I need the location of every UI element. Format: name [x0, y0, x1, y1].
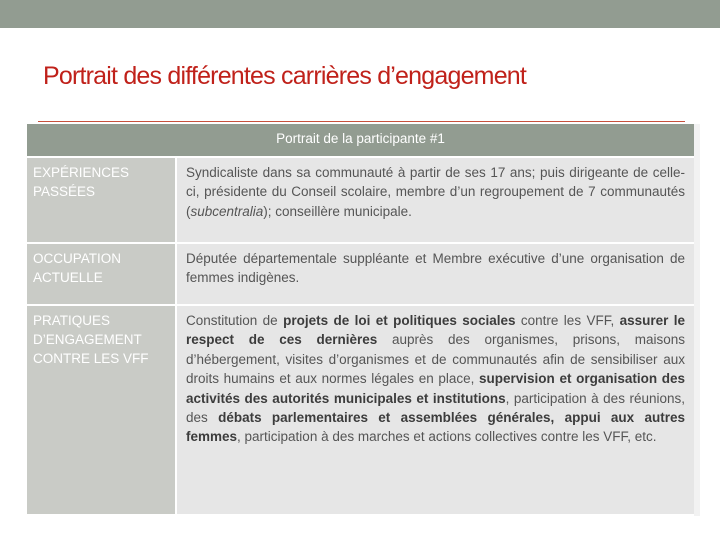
table-side-shadow — [694, 124, 700, 516]
row-content-segment: débats parlementaires et assemblées générales, appui aux autres femmes — [186, 410, 685, 445]
row-content-segment: Constitution de — [186, 313, 284, 328]
row-content-segment: Députée départementale suppléante et Membre exécutive d’une organisation de femmes indigènes. — [186, 251, 685, 286]
row-label: OCCUPATION ACTUELLE — [27, 244, 177, 304]
row-content-segment: ); conseillère municipale. — [263, 203, 412, 219]
row-label: PRATIQUES D’ENGAGEMENT CONTRE LES VFF — [27, 306, 177, 514]
row-content — [177, 306, 694, 514]
row-label: EXPÉRIENCES PASSÉES — [27, 158, 177, 242]
row-content-segment: supervision et organisation des activités des autorités municipales et institutions — [186, 371, 685, 406]
row-content-segment: contre les VFF, — [515, 313, 620, 328]
top-band — [0, 0, 720, 28]
row-content-segment: assurer le respect de ces dernières — [186, 313, 686, 348]
table-row — [27, 158, 694, 244]
row-content — [177, 158, 694, 242]
table-header: Portrait de la participante #1 — [27, 124, 694, 158]
table-row — [27, 306, 694, 516]
table-row — [27, 244, 694, 306]
title-divider — [38, 121, 685, 122]
row-content-segment: auprès des organismes, prisons, maisons d’hébergement, visites d’organismes et de communautés afin de sensibiliser aux droits humains et aux normes légales en place, — [186, 332, 685, 387]
row-content — [177, 244, 694, 304]
row-content-segment: subcentralia — [190, 203, 264, 219]
slide-title: Portrait des différentes carrières d’engagement — [43, 62, 527, 90]
row-content-segment: projets de loi et politiques sociales — [283, 313, 516, 328]
row-content-segment: , participation à des marches et actions collectives contre les VFF, etc. — [237, 429, 657, 445]
row-content-segment: , participation à des réunions, des — [186, 390, 685, 426]
row-content-segment: Syndicaliste dans sa communauté à partir de ses 17 ans; puis dirigeante de celle-ci, présidente du Conseil scolaire, membre d’un regroupement de 7 communautés ( — [186, 165, 685, 219]
participant-table — [27, 124, 694, 516]
